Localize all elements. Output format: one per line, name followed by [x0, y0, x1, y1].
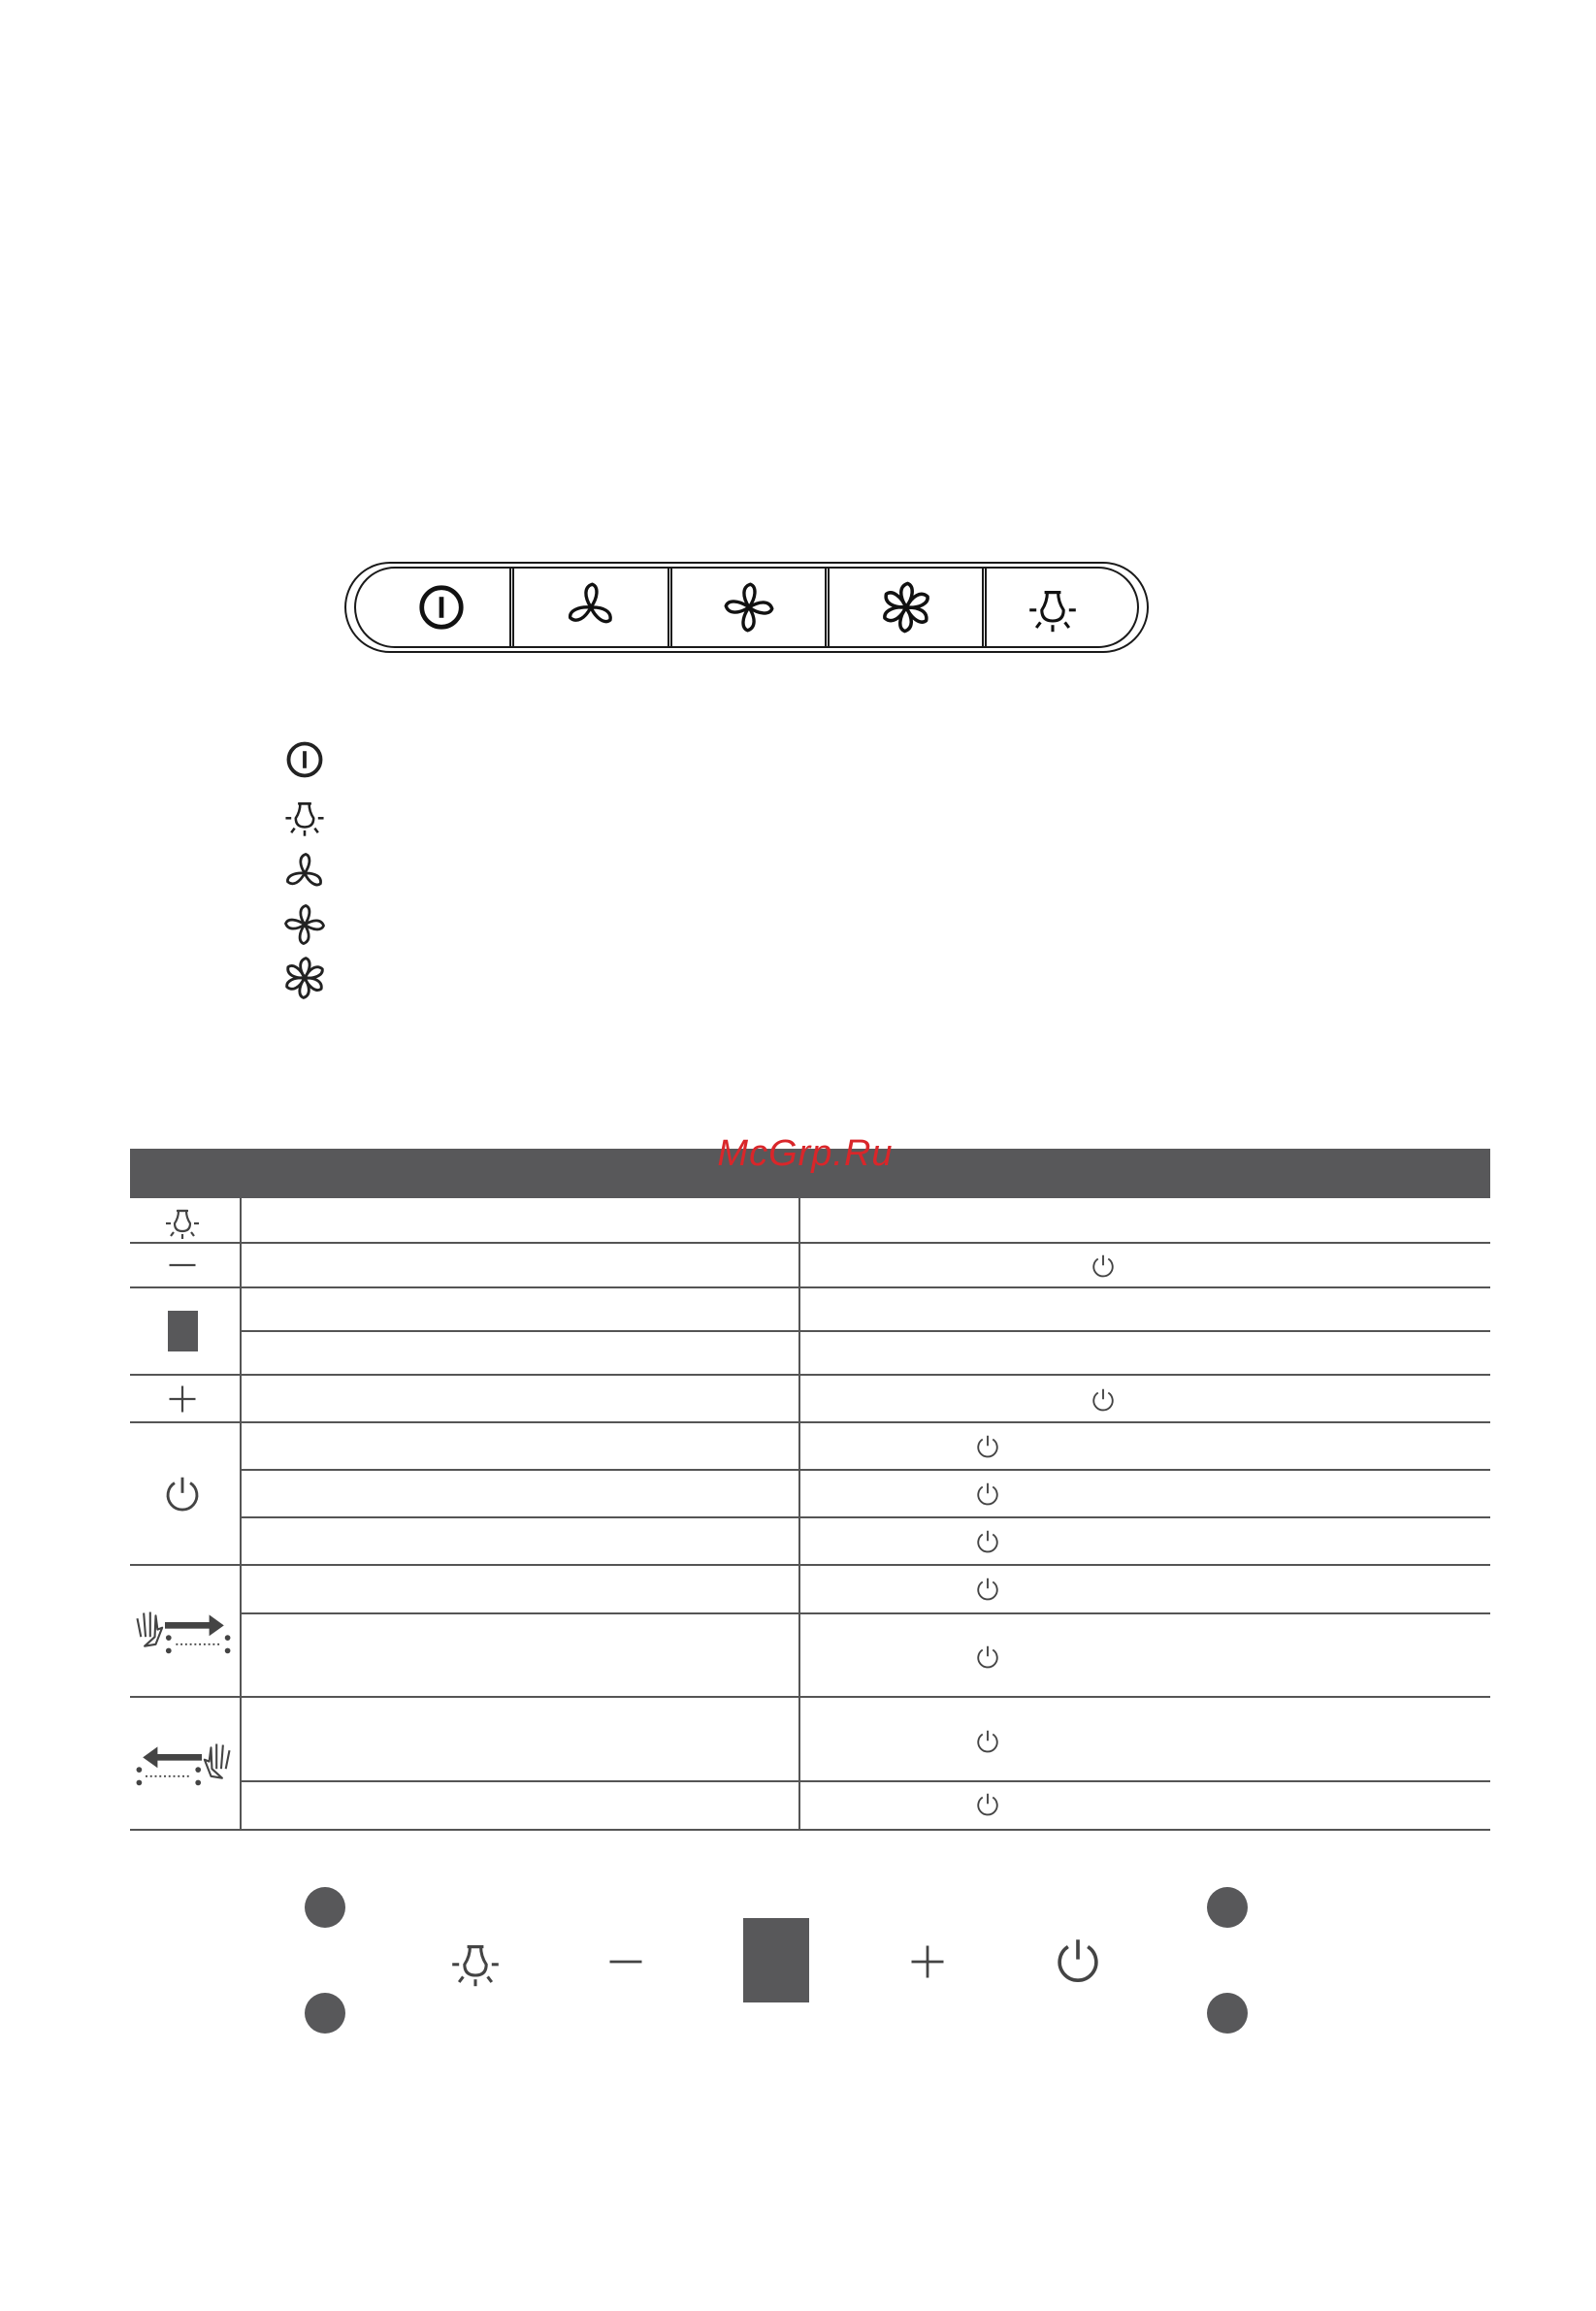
power-icon: [1089, 1252, 1118, 1281]
table-icon-gesture-right: [126, 1566, 241, 1696]
sensor-dot-top-left: [305, 1887, 345, 1928]
table-column-divider: [798, 1198, 800, 1830]
light-bulb-icon: [1026, 580, 1080, 635]
touch-plus-button[interactable]: [906, 1940, 949, 1988]
minus-icon: [165, 1248, 200, 1283]
fan-speed-1-icon: [564, 580, 618, 635]
table-rule: [130, 1374, 1490, 1376]
panel-power-button[interactable]: [374, 567, 509, 648]
table-rule: [241, 1330, 1490, 1332]
table-icon-display: [155, 1288, 210, 1374]
touch-display-square: [743, 1918, 809, 2002]
table-rule: [241, 1516, 1490, 1518]
legend-item-fan-speed-1: [279, 848, 330, 898]
power-icon: [973, 1727, 1002, 1756]
panel-fan-speed-2-button[interactable]: [668, 567, 825, 648]
table-rule: [130, 1829, 1490, 1831]
table-rule: [130, 1696, 1490, 1698]
power-icon: [973, 1527, 1002, 1556]
touch-minus-button[interactable]: [604, 1940, 647, 1988]
table-rule: [130, 1242, 1490, 1244]
table-icon-plus: [155, 1376, 210, 1421]
light-bulb-icon: [163, 1202, 202, 1241]
power-icon: [973, 1480, 1002, 1509]
power-icon: [160, 1472, 205, 1516]
table-rule: [241, 1612, 1490, 1614]
plus-icon: [165, 1382, 200, 1416]
legend-item-fan-speed-3: [279, 953, 330, 1003]
fan-speed-3-icon: [281, 955, 328, 1001]
panel-fan-speed-3-button[interactable]: [825, 567, 982, 648]
power-icon: [1089, 1385, 1118, 1415]
table-rule: [130, 1564, 1490, 1566]
sensor-dot-bottom-left: [305, 1993, 345, 2034]
fan-speed-1-icon: [282, 851, 327, 895]
panel-light-button[interactable]: [982, 567, 1118, 648]
touch-light-button[interactable]: [448, 1935, 503, 1994]
watermark: McGrp.Ru: [717, 1133, 894, 1174]
table-rule: [130, 1286, 1490, 1288]
legend-item-light: [279, 791, 330, 841]
fan-speed-3-icon: [878, 579, 934, 635]
touch-power-button[interactable]: [1050, 1933, 1106, 1994]
table-rule: [241, 1780, 1490, 1782]
power-icon: [973, 1643, 1002, 1672]
minus-icon: [604, 1940, 647, 1983]
gesture-right-icon: [128, 1604, 239, 1659]
table-icon-gesture-left: [126, 1698, 241, 1829]
fan-speed-2-icon: [282, 902, 327, 947]
sensor-dot-bottom-right: [1207, 1993, 1248, 2034]
table-rule: [130, 1421, 1490, 1423]
light-bulb-icon: [282, 794, 327, 838]
light-bulb-icon: [448, 1935, 503, 1989]
power-icon: [973, 1790, 1002, 1819]
table-icon-power: [155, 1423, 210, 1564]
legend-item-power: [279, 734, 330, 785]
table-icon-minus: [155, 1244, 210, 1286]
power-icon: [415, 581, 468, 634]
table-rule: [241, 1469, 1490, 1471]
legend-item-fan-speed-2: [279, 899, 330, 950]
fan-speed-2-icon: [722, 580, 776, 635]
sensor-dot-top-right: [1207, 1887, 1248, 1928]
power-icon: [973, 1575, 1002, 1604]
power-icon: [1050, 1933, 1106, 1989]
display-square-icon: [168, 1311, 198, 1351]
gesture-left-icon: [128, 1736, 239, 1791]
panel-fan-speed-1-button[interactable]: [509, 567, 668, 648]
plus-icon: [906, 1940, 949, 1983]
power-icon: [283, 738, 326, 781]
power-icon: [973, 1432, 1002, 1461]
table-icon-light: [155, 1201, 210, 1242]
